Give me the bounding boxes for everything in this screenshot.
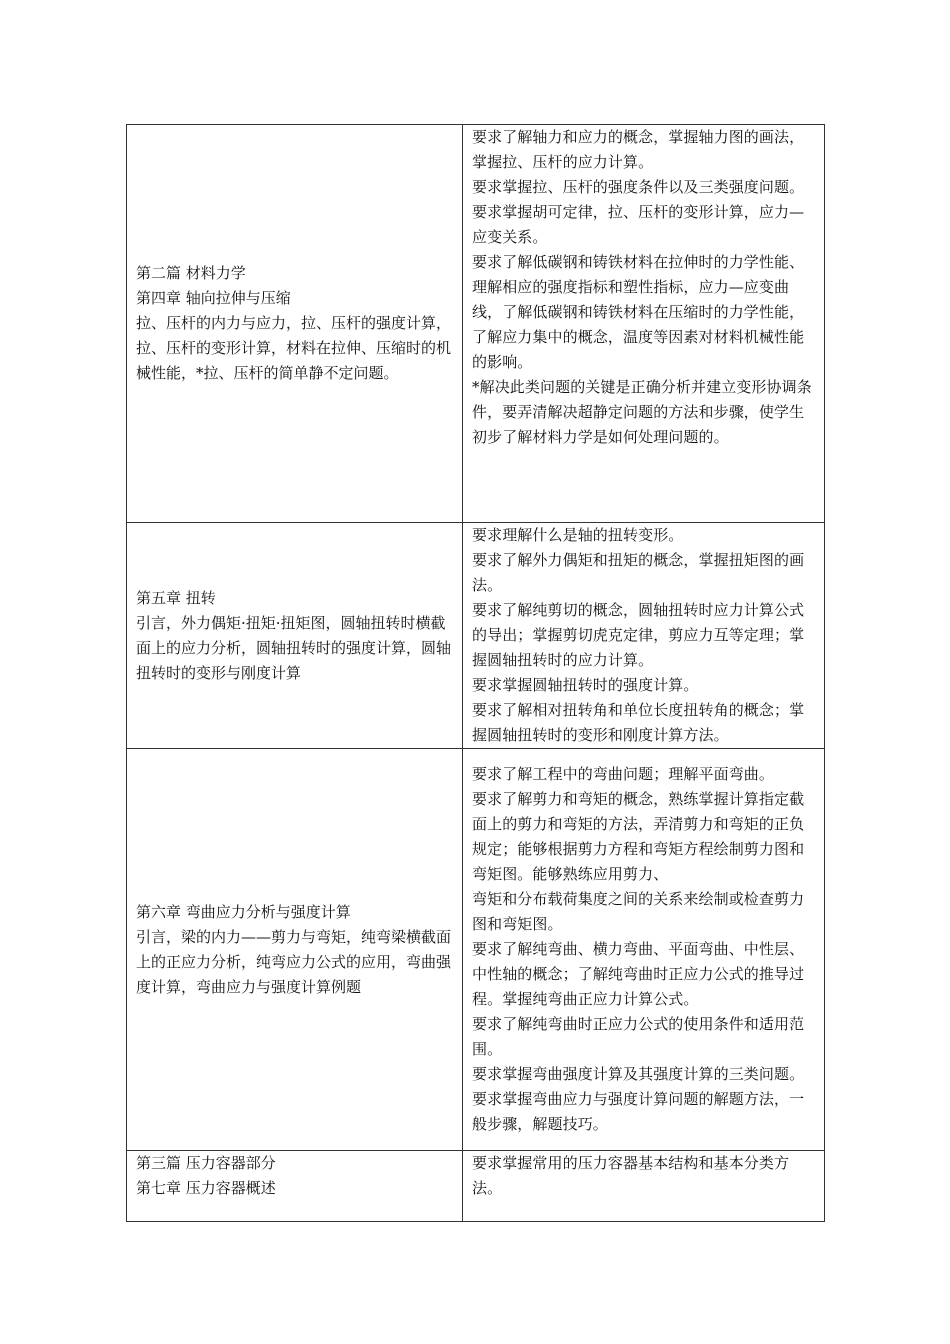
requirement-item: 要求理解什么是轴的扭转变形。 <box>472 526 684 544</box>
syllabus-table <box>126 124 825 1222</box>
requirement-item: 要求了解剪力和弯矩的概念，熟练掌握计算指定截面上的剪力和弯矩的方法，弄清剪力和弯矩的正负规定；能够根据剪力方程和弯矩方程绘制剪力图和弯矩图。能够熟练应用剪力、 <box>472 790 805 883</box>
requirement-item: 要求掌握拉、压杆的强度条件以及三类强度问题。 <box>472 178 805 196</box>
requirement-item: 要求了解纯弯曲时正应力公式的使用条件和适用范围。 <box>472 1015 805 1058</box>
requirement-item: 要求了解外力偶矩和扭矩的概念，掌握扭矩图的画法。 <box>472 551 805 594</box>
table-row <box>127 1151 825 1222</box>
part-title: 第三篇 压力容器部分 <box>136 1154 276 1172</box>
requirement-item: 要求掌握圆轴扭转时的强度计算。 <box>472 676 699 694</box>
requirements-cell <box>463 125 825 523</box>
table-row <box>127 523 825 749</box>
chapter-cell <box>127 749 463 1151</box>
requirements-cell <box>463 749 825 1151</box>
requirement-item: 要求了解工程中的弯曲问题；理解平面弯曲。 <box>472 765 775 783</box>
requirement-item: 弯矩和分布载荷集度之间的关系来绘制或检查剪力图和弯矩图。 <box>472 890 805 933</box>
chapter-title: 第四章 轴向拉伸与压缩 <box>136 289 291 307</box>
part-title: 第二篇 材料力学 <box>136 264 246 282</box>
requirement-item: 要求了解纯弯曲、横力弯曲、平面弯曲、中性层、中性轴的概念；了解纯弯曲时正应力公式的推导过程。掌握纯弯曲正应力计算公式。 <box>472 940 805 1008</box>
chapter-topics: 拉、压杆的内力与应力，拉、压杆的强度计算，拉、压杆的变形计算，材料在拉伸、压缩时的机械性能，*拉、压杆的简单静不定问题。 <box>136 314 452 382</box>
chapter-cell <box>127 523 463 749</box>
table-row <box>127 749 825 1151</box>
requirement-item: 要求了解纯剪切的概念，圆轴扭转时应力计算公式的导出；掌握剪切虎克定律，剪应力互等定理；掌握圆轴扭转时的应力计算。 <box>472 601 805 669</box>
chapter-topics: 引言，外力偶矩·扭矩·扭矩图，圆轴扭转时横截面上的应力分析，圆轴扭转时的强度计算，圆轴扭转时的变形与刚度计算 <box>136 613 452 682</box>
chapter-title: 第六章 弯曲应力分析与强度计算 <box>136 902 351 921</box>
requirement-item: 要求掌握胡可定律，拉、压杆的变形计算，应力—应变关系。 <box>472 203 805 246</box>
requirement-item: 要求掌握弯曲强度计算及其强度计算的三类问题。 <box>472 1065 805 1083</box>
requirement-item: 要求了解轴力和应力的概念，掌握轴力图的画法，掌握拉、压杆的应力计算。 <box>472 128 805 171</box>
chapter-title: 第七章 压力容器概述 <box>136 1179 276 1197</box>
requirement-item: 要求了解相对扭转角和单位长度扭转角的概念；掌握圆轴扭转时的变形和刚度计算方法。 <box>472 701 805 744</box>
requirement-item: *解决此类问题的关键是正确分析并建立变形协调条件，要弄清解决超静定问题的方法和步骤，使学生初步了解材料力学是如何处理问题的。 <box>472 378 812 446</box>
requirement-item: 要求了解低碳钢和铸铁材料在拉伸时的力学性能、理解相应的强度指标和塑性指标，应力—应变曲线，了解低碳钢和铸铁材料在压缩时的力学性能，了解应力集中的概念，温度等因素对材料机械性能的影响。 <box>472 253 805 371</box>
requirement-item: 要求掌握常用的压力容器基本结构和基本分类方法。 <box>472 1154 790 1197</box>
chapter-cell <box>127 125 463 523</box>
requirements-cell <box>463 523 825 749</box>
table-row <box>127 125 825 523</box>
chapter-topics: 引言，梁的内力——剪力与弯矩，纯弯梁横截面上的正应力分析，纯弯应力公式的应用，弯曲强度计算，弯曲应力与强度计算例题 <box>136 927 452 996</box>
requirement-item: 要求掌握弯曲应力与强度计算问题的解题方法，一般步骤，解题技巧。 <box>472 1090 805 1133</box>
requirements-cell <box>463 1151 825 1222</box>
chapter-cell <box>127 1151 463 1222</box>
chapter-title: 第五章 扭转 <box>136 588 216 607</box>
